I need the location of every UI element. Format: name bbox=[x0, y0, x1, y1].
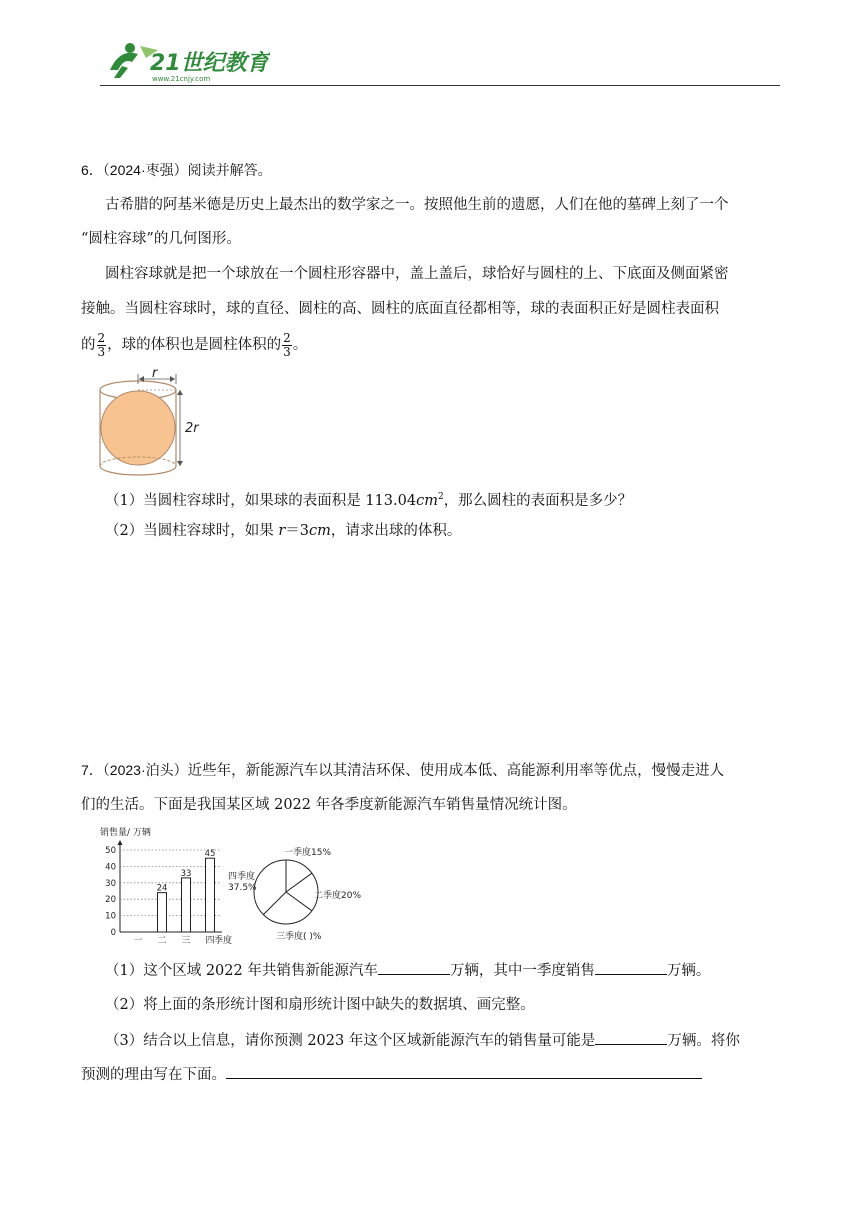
bar-chart-ytick-label: 0 bbox=[110, 928, 116, 938]
q6-paragraph2-line1: 圆柱容球就是把一个球放在一个圆柱形容器中，盖上盖后，球恰好与圆柱的上、下底面及侧面紧密 bbox=[105, 266, 729, 282]
bar-q3 bbox=[182, 878, 191, 932]
bar-chart-xtick-label: 三 bbox=[181, 936, 191, 946]
quarterly-sales-bar-chart bbox=[92, 822, 242, 947]
pie-label-q1: 一季度15% bbox=[284, 848, 332, 858]
bar-chart-xtick-label: 四 bbox=[205, 936, 215, 946]
answer-line-reason[interactable] bbox=[226, 1064, 702, 1079]
bar-data-label: 33 bbox=[180, 868, 192, 879]
pie-label-q4-name: 四季度 bbox=[228, 872, 256, 882]
q7-sub2: （2）将上面的条形统计图和扇形统计图中缺失的数据填、画完整。 bbox=[105, 997, 535, 1013]
q7-line2: 们的生活。下面是我国某区域 2022 年各季度新能源汽车销售量情况统计图。 bbox=[81, 797, 577, 813]
bar-chart-ytick-label: 50 bbox=[105, 846, 116, 856]
bar-chart-xtick-label: 二 bbox=[157, 936, 167, 946]
bar-chart-ytick-label: 20 bbox=[105, 895, 116, 906]
pie-label-q4-value: 37.5% bbox=[228, 883, 257, 893]
q7-sub3-line2: 预测的理由写在下面。 bbox=[81, 1064, 702, 1085]
cylinder-sphere-figure bbox=[92, 368, 222, 480]
q6-paragraph1-line1: 古希腊的阿基米德是历史上最杰出的数学家之一。按照他生前的遗愿，人们在他的墓碑上刻了一个 bbox=[105, 197, 729, 213]
bar-chart-xlabel: 季度 bbox=[214, 936, 233, 946]
pie-slice-boundary-2 bbox=[286, 873, 312, 892]
svg-text:www.21cnjy.com: www.21cnjy.com bbox=[152, 75, 211, 83]
page-header bbox=[100, 40, 780, 88]
q7-sub3: （3）结合以上信息，请你预测 2023 年这个区域新能源汽车的销售量可能是 万辆。将你 bbox=[105, 1030, 740, 1051]
q6-heading: 6．（2024·枣强）阅读并解答。 bbox=[81, 162, 272, 179]
bar-chart-xtick-label: 一 bbox=[133, 936, 143, 946]
bar-data-label: 45 bbox=[204, 849, 216, 860]
fraction-two-thirds: $\frac{2}{3}$ bbox=[283, 330, 291, 359]
fraction-two-thirds: $\frac{2}{3}$ bbox=[97, 330, 106, 359]
pie-label-q3: 三季度( )% bbox=[276, 932, 322, 942]
q7-line1: 7．（2023·泊头）近些年，新能源汽车以其清洁环保、使用成本低、高能源利用率等优点，慢慢走进人 bbox=[81, 762, 725, 779]
bar-chart-ylabel: 销售量/ 万辆 bbox=[100, 828, 151, 838]
header-divider bbox=[100, 85, 780, 86]
q7-sub1: （1）这个区域 2022 年共销售新能源汽车 万辆，其中一季度销售 万辆。 bbox=[105, 960, 710, 981]
answer-blank-q1[interactable] bbox=[595, 960, 667, 975]
q6-sub1: （1）当圆柱容球时，如果球的表面积是 $113.04cm^2$，那么圆柱的表面积是多少？ bbox=[105, 492, 633, 509]
q6-paragraph2-line2: 接触。当圆柱容球时，球的直径、圆柱的高、圆柱的底面直径都相等，球的表面积正好是圆柱表面积 bbox=[81, 301, 719, 317]
radius-label: r bbox=[152, 368, 158, 381]
bar-chart-ytick-label: 40 bbox=[105, 862, 116, 873]
pie-label-q2: 二季度20% bbox=[314, 891, 362, 901]
svg-text:21世纪教育: 21世纪教育 bbox=[150, 51, 269, 76]
bar-q4 bbox=[206, 858, 215, 932]
height-label: 2r bbox=[185, 421, 199, 436]
quarterly-share-pie-chart bbox=[222, 842, 392, 946]
site-logo bbox=[100, 40, 270, 84]
pie-slice-boundary-4 bbox=[263, 892, 286, 915]
answer-blank-total[interactable] bbox=[378, 960, 450, 975]
bar-data-label: 24 bbox=[156, 883, 168, 894]
q6-paragraph1-line2: “圆柱容球”的几何图形。 bbox=[81, 231, 241, 247]
q6-sub2: （2）当圆柱容球时，如果 r＝3cm，请求出球的体积。 bbox=[105, 523, 462, 539]
bar-chart-ytick-label: 10 bbox=[105, 911, 116, 922]
bar-chart-ytick-label: 30 bbox=[105, 878, 116, 889]
pie-slice-boundary-3 bbox=[286, 892, 312, 911]
q6-paragraph2-line3: 的 $\frac{2}{3}$ ，球的体积也是圆柱体积的 $\frac{2}{3}$ 。 bbox=[81, 330, 308, 359]
bar-q2 bbox=[158, 893, 167, 932]
answer-blank-prediction[interactable] bbox=[595, 1030, 667, 1045]
